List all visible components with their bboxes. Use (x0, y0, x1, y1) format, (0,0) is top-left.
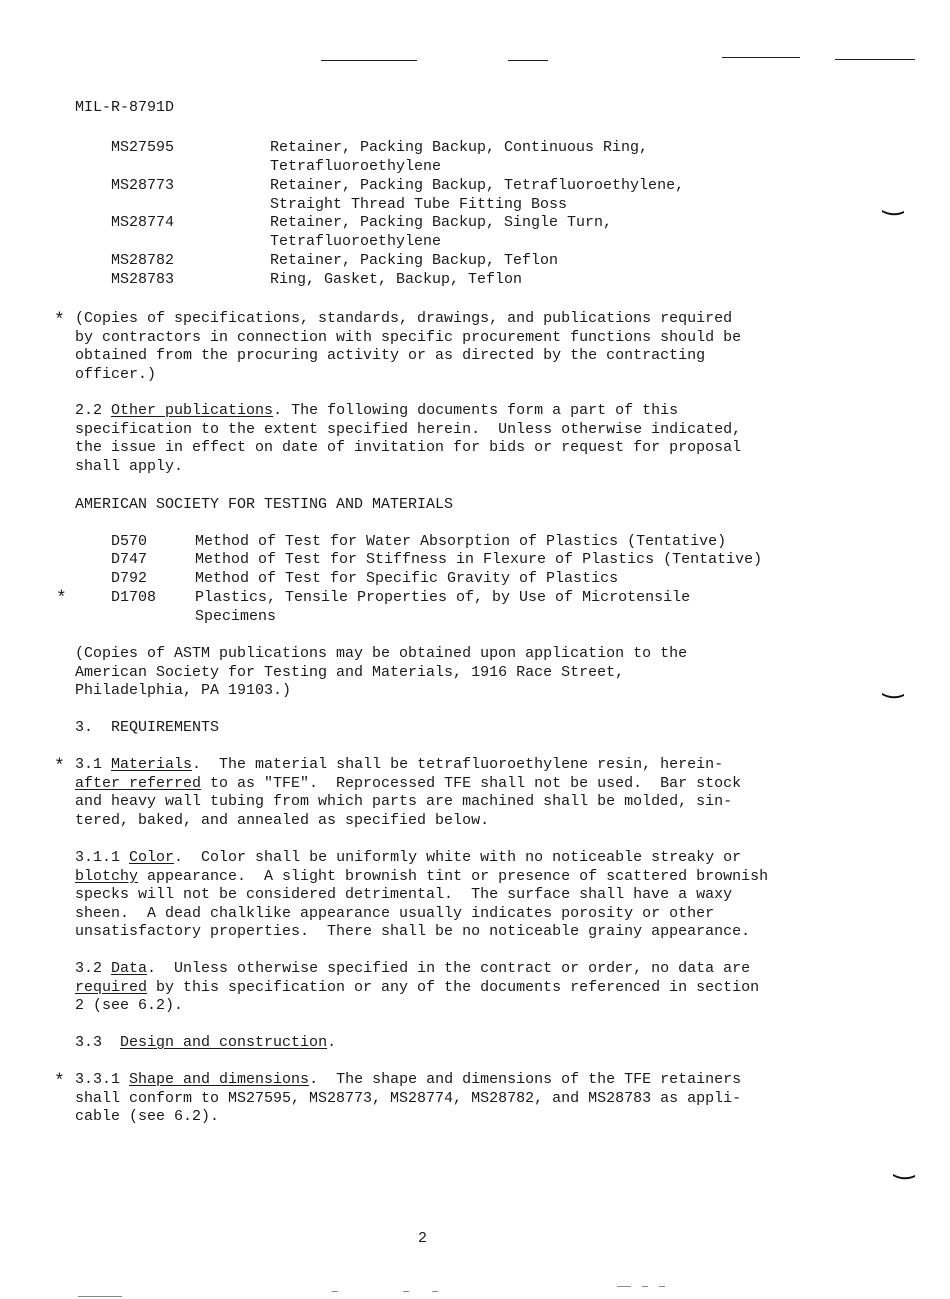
change-asterisk: * (56, 589, 67, 609)
document-id: MIL-R-8791D (75, 99, 175, 116)
section-title: Data (111, 960, 148, 977)
ms-title-line: Ring, Gasket, Backup, Teflon (270, 271, 523, 288)
astm-note: (Copies of ASTM publications may be obtained upon application to the American Society for Testing and Materials, 1916 Race Street, Philadelphia, PA 19103.) (75, 645, 688, 700)
ms-code: MS28774 (111, 214, 175, 231)
scan-margin-mark-icon (882, 692, 904, 700)
scan-dash (659, 1286, 665, 1287)
section-number: 3.3.1 (75, 1071, 121, 1088)
ms-title-line: Retainer, Packing Backup, Single Turn, (270, 214, 613, 231)
scan-rule (508, 60, 548, 61)
astm-title: Method of Test for Specific Gravity of Plastics (195, 570, 619, 587)
section-number: 3.3 (75, 1034, 103, 1051)
scan-dash (78, 1296, 122, 1297)
astm-title: Specimens (195, 608, 277, 625)
section-number: 3. (75, 719, 94, 736)
section-number: 3.1.1 (75, 849, 121, 866)
astm-heading: AMERICAN SOCIETY FOR TESTING AND MATERIALS (75, 496, 454, 513)
ms-code: MS27595 (111, 139, 175, 156)
section-title: Design and construction (120, 1034, 328, 1051)
ms-title-line: Tetrafluoroethylene (270, 233, 442, 250)
change-asterisk: * (54, 1072, 65, 1092)
ms-title-line: Straight Thread Tube Fitting Boss (270, 196, 568, 213)
astm-code: D570 (111, 533, 148, 550)
section-3-heading (75, 719, 219, 738)
ms-code: MS28783 (111, 271, 175, 288)
section-3-2: 3.2 Data. Unless otherwise specified in the contract or order, no data are required by this specification or any of the documents referenced in section 2 (see 6.2). (75, 960, 760, 1015)
scan-rule (835, 59, 915, 60)
ms-title-line: Tetrafluoroethylene (270, 158, 442, 175)
scan-margin-mark-icon (893, 1173, 915, 1181)
section-title: Color (129, 849, 175, 866)
section-number: 3.1 (75, 756, 103, 773)
scan-rule (321, 60, 417, 61)
change-asterisk: * (54, 311, 65, 331)
section-title: Shape and dimensions (129, 1071, 310, 1088)
scan-dash (642, 1286, 648, 1287)
astm-code: D792 (111, 570, 148, 587)
section-title: REQUIREMENTS (111, 719, 220, 736)
astm-code: D747 (111, 551, 148, 568)
ms-title-line: Retainer, Packing Backup, Teflon (270, 252, 559, 269)
ms-title-line: Retainer, Packing Backup, Tetrafluoroethylene, (270, 177, 685, 194)
section-number: 3.2 (75, 960, 103, 977)
astm-code: D1708 (111, 589, 157, 606)
scan-dash (617, 1286, 631, 1287)
copies-note: (Copies of specifications, standards, drawings, and publications required by contractors in connection with specific procurement functions should be obtained from the procuring activity or as directed by the contracting officer.) (75, 310, 742, 383)
page-number: 2 (418, 1230, 428, 1247)
ms-title-line: Retainer, Packing Backup, Continuous Ring, (270, 139, 649, 156)
section-2-2: 2.2 Other publications. The following documents form a part of this specification to the extent specified herein. Unless otherwise indicated, the issue in effect on date of invitation for bids or request for proposal shall apply. (75, 402, 742, 475)
astm-title: Plastics, Tensile Properties of, by Use of Microtensile (195, 589, 691, 606)
ms-code: MS28773 (111, 177, 175, 194)
scan-rule (722, 57, 800, 58)
section-number: 2.2 (75, 402, 103, 419)
section-3-3: 3.3 Design and construction. (75, 1034, 337, 1051)
section-title: Materials (111, 756, 193, 773)
scan-dash (432, 1291, 438, 1292)
astm-title: Method of Test for Stiffness in Flexure of Plastics (Tentative) (195, 551, 763, 568)
section-title: Other publications (111, 402, 274, 419)
scan-margin-mark-icon (882, 209, 904, 217)
scan-dash (403, 1291, 409, 1292)
scan-dash (332, 1291, 338, 1292)
ms-code: MS28782 (111, 252, 175, 269)
change-asterisk: * (54, 757, 65, 777)
section-3-3-1: 3.3.1 Shape and dimensions. The shape and dimensions of the TFE retainers shall conform to MS27595, MS28773, MS28774, MS28782, and MS28783 as appli- cable (see 6.2). (75, 1071, 742, 1126)
section-3-1: 3.1 Materials. The material shall be tetrafluoroethylene resin, herein- after referred to as "TFE". Reprocessed TFE shall not be used. Bar stock and heavy wall tubing from which parts are machined shall be molded, sin- tered, baked, and annealed as specified below. (75, 756, 742, 829)
astm-title: Method of Test for Water Absorption of Plastics (Tentative) (195, 533, 727, 550)
section-3-1-1: 3.1.1 Color. Color shall be uniformly white with no noticeable streaky or blotchy appearance. A slight brownish tint or presence of scattered brownish specks will not be considered detrimental. The surface shall have a waxy sheen. A dead chalklike appearance usually indicates porosity or other unsatisfactory properties. There shall be no noticeable grainy appearance. (75, 849, 769, 941)
